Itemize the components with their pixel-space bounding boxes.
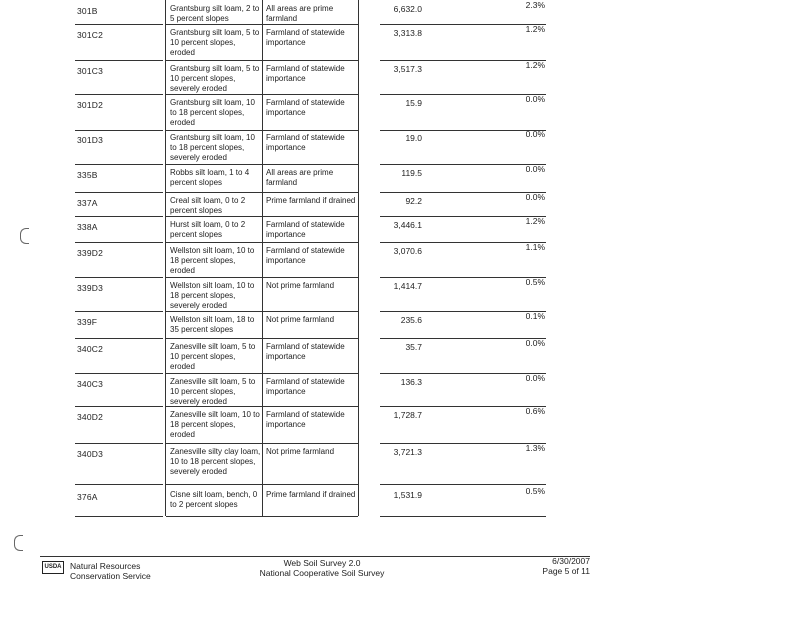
row-rule xyxy=(262,516,358,517)
row-rule xyxy=(380,406,480,407)
acres-in-aoi: 6,632.0 xyxy=(393,4,422,14)
acres-in-aoi: 92.2 xyxy=(405,196,422,206)
row-rule xyxy=(262,24,358,25)
row-rule xyxy=(166,164,262,165)
row-rule xyxy=(380,338,480,339)
map-unit-name: Grantsburg silt loam, 10 to 18 percent slopes, eroded xyxy=(170,98,255,127)
row-rule xyxy=(262,216,358,217)
usda-logo: USDA xyxy=(42,561,64,574)
map-unit-symbol: 301D3 xyxy=(77,135,104,145)
map-unit-symbol: 301D2 xyxy=(77,100,104,110)
map-unit-name: Robbs silt loam, 1 to 4 percent slopes xyxy=(170,168,250,187)
map-unit-name: Zanesville silty clay loam, 10 to 18 percent slopes, severely eroded xyxy=(170,447,261,476)
row-rule xyxy=(380,24,480,25)
table-column-rule xyxy=(358,0,359,516)
percent-of-aoi: 0.0% xyxy=(525,338,545,348)
acres-in-aoi: 1,728.7 xyxy=(393,410,422,420)
row-rule xyxy=(262,373,358,374)
row-rule xyxy=(166,443,262,444)
row-rule xyxy=(166,484,262,485)
percent-of-aoi: 0.0% xyxy=(525,164,545,174)
row-rule xyxy=(380,130,480,131)
map-unit-symbol: 301C3 xyxy=(77,66,104,76)
row-rule xyxy=(262,242,358,243)
row-rule xyxy=(75,60,163,61)
table-column-rule xyxy=(262,0,263,516)
map-unit-symbol: 335B xyxy=(77,170,98,180)
farmland-rating: Farmland of statewide importance xyxy=(266,28,345,47)
farmland-rating: All areas are prime farmland xyxy=(266,4,334,23)
acres-in-aoi: 3,313.8 xyxy=(393,28,422,38)
survey-title: Web Soil Survey 2.0 xyxy=(283,558,361,568)
map-unit-symbol: 339D3 xyxy=(77,283,104,293)
row-rule xyxy=(262,277,358,278)
acres-in-aoi: 3,446.1 xyxy=(393,220,422,230)
map-unit-symbol: 339F xyxy=(77,317,98,327)
row-rule xyxy=(380,60,480,61)
row-rule xyxy=(75,406,163,407)
row-rule xyxy=(262,406,358,407)
row-rule xyxy=(166,311,262,312)
row-rule xyxy=(380,311,480,312)
row-rule xyxy=(380,164,480,165)
percent-of-aoi: 2.3% xyxy=(525,0,545,10)
farmland-rating: Farmland of statewide importance xyxy=(266,377,345,396)
map-unit-symbol: 337A xyxy=(77,198,98,208)
acres-in-aoi: 136.3 xyxy=(400,377,422,387)
map-unit-name: Grantsburg silt loam, 5 to 10 percent slopes, eroded xyxy=(170,28,260,57)
row-rule xyxy=(166,216,262,217)
map-unit-symbol: 376A xyxy=(77,492,98,502)
map-unit-name: Cisne silt loam, bench, 0 to 2 percent slopes xyxy=(170,490,258,509)
farmland-rating: Farmland of statewide importance xyxy=(266,64,345,83)
map-unit-symbol: 340C3 xyxy=(77,379,104,389)
row-rule xyxy=(75,192,163,193)
row-rule xyxy=(166,406,262,407)
row-rule xyxy=(262,192,358,193)
table-column-rule xyxy=(165,0,166,516)
scan-hole-mark xyxy=(20,228,29,244)
row-rule xyxy=(380,516,480,517)
acres-in-aoi: 19.0 xyxy=(405,133,422,143)
percent-of-aoi: 1.3% xyxy=(525,443,545,453)
page-number: Page 5 of 11 xyxy=(542,566,590,576)
farmland-rating: Not prime farmland xyxy=(266,315,335,324)
row-rule xyxy=(380,242,480,243)
farmland-rating: Farmland of statewide importance xyxy=(266,246,345,265)
row-rule xyxy=(166,277,262,278)
row-rule xyxy=(75,164,163,165)
row-rule xyxy=(166,192,262,193)
map-unit-name: Hurst silt loam, 0 to 2 percent slopes xyxy=(170,220,246,239)
row-rule xyxy=(166,373,262,374)
row-rule xyxy=(166,60,262,61)
farmland-rating: Farmland of statewide importance xyxy=(266,220,345,239)
row-rule xyxy=(262,60,358,61)
row-rule xyxy=(380,373,480,374)
row-rule xyxy=(75,94,163,95)
percent-of-aoi: 1.2% xyxy=(525,24,545,34)
farmland-rating: Not prime farmland xyxy=(266,281,335,290)
row-rule xyxy=(75,338,163,339)
percent-of-aoi: 0.5% xyxy=(525,486,545,496)
print-date: 6/30/2007 xyxy=(552,556,590,566)
row-rule xyxy=(75,277,163,278)
row-rule xyxy=(75,130,163,131)
row-rule xyxy=(75,242,163,243)
map-unit-name: Creal silt loam, 0 to 2 percent slopes xyxy=(170,196,246,215)
row-rule xyxy=(166,338,262,339)
farmland-rating: Farmland of statewide importance xyxy=(266,133,345,152)
acres-in-aoi: 35.7 xyxy=(405,342,422,352)
row-rule xyxy=(75,216,163,217)
percent-of-aoi: 0.6% xyxy=(525,406,545,416)
farmland-rating: Not prime farmland xyxy=(266,447,335,456)
map-unit-symbol: 339D2 xyxy=(77,248,104,258)
farmland-rating: Prime farmland if drained xyxy=(266,490,356,499)
row-rule xyxy=(166,242,262,243)
acres-in-aoi: 235.6 xyxy=(400,315,422,325)
row-rule xyxy=(380,216,480,217)
map-unit-symbol: 301C2 xyxy=(77,30,104,40)
agency-name-line2: Conservation Service xyxy=(70,571,151,581)
row-rule xyxy=(262,130,358,131)
map-unit-name: Zanesville silt loam, 5 to 10 percent slopes, severely eroded xyxy=(170,377,256,406)
row-rule xyxy=(75,516,163,517)
map-unit-name: Grantsburg silt loam, 2 to 5 percent slopes xyxy=(170,4,260,23)
farmland-rating: Farmland of statewide importance xyxy=(266,98,345,117)
map-unit-name: Zanesville silt loam, 10 to 18 percent slopes, eroded xyxy=(170,410,260,439)
farmland-rating: Prime farmland if drained xyxy=(266,196,356,205)
map-unit-name: Wellston silt loam, 18 to 35 percent slopes xyxy=(170,315,255,334)
acres-in-aoi: 3,517.3 xyxy=(393,64,422,74)
row-rule xyxy=(380,192,480,193)
footer-rule xyxy=(40,556,590,557)
row-rule xyxy=(75,24,163,25)
row-rule xyxy=(166,94,262,95)
percent-of-aoi: 1.2% xyxy=(525,60,545,70)
row-rule xyxy=(166,130,262,131)
row-rule xyxy=(262,338,358,339)
acres-in-aoi: 3,721.3 xyxy=(393,447,422,457)
map-unit-symbol: 338A xyxy=(77,222,98,232)
map-unit-symbol: 340D2 xyxy=(77,412,104,422)
row-rule xyxy=(166,516,262,517)
row-rule xyxy=(262,94,358,95)
farmland-rating: All areas are prime farmland xyxy=(266,168,334,187)
row-rule xyxy=(262,311,358,312)
percent-of-aoi: 0.0% xyxy=(525,192,545,202)
row-rule xyxy=(468,516,546,517)
row-rule xyxy=(262,484,358,485)
row-rule xyxy=(166,24,262,25)
map-unit-symbol: 340C2 xyxy=(77,344,104,354)
percent-of-aoi: 0.0% xyxy=(525,129,545,139)
row-rule xyxy=(262,443,358,444)
row-rule xyxy=(468,484,546,485)
agency-name-line1: Natural Resources xyxy=(70,561,141,571)
survey-subtitle: National Cooperative Soil Survey xyxy=(259,568,385,578)
percent-of-aoi: 1.2% xyxy=(525,216,545,226)
acres-in-aoi: 1,414.7 xyxy=(393,281,422,291)
row-rule xyxy=(75,311,163,312)
row-rule xyxy=(380,484,480,485)
acres-in-aoi: 119.5 xyxy=(401,168,422,178)
map-unit-symbol: 301B xyxy=(77,6,98,16)
row-rule xyxy=(75,373,163,374)
map-unit-name: Wellston silt loam, 10 to 18 percent slopes, eroded xyxy=(170,246,255,275)
row-rule xyxy=(75,484,163,485)
acres-in-aoi: 1,531.9 xyxy=(393,490,422,500)
acres-in-aoi: 3,070.6 xyxy=(393,246,422,256)
percent-of-aoi: 0.1% xyxy=(525,311,545,321)
farmland-rating: Farmland of statewide importance xyxy=(266,410,345,429)
row-rule xyxy=(262,164,358,165)
percent-of-aoi: 1.1% xyxy=(525,242,545,252)
percent-of-aoi: 0.5% xyxy=(525,277,545,287)
scan-hole-mark xyxy=(14,535,23,551)
map-unit-name: Grantsburg silt loam, 5 to 10 percent slopes, severely eroded xyxy=(170,64,260,93)
row-rule xyxy=(380,277,480,278)
map-unit-symbol: 340D3 xyxy=(77,449,104,459)
row-rule xyxy=(380,443,480,444)
map-unit-name: Zanesville silt loam, 5 to 10 percent slopes, eroded xyxy=(170,342,256,371)
percent-of-aoi: 0.0% xyxy=(525,94,545,104)
row-rule xyxy=(75,443,163,444)
map-unit-name: Grantsburg silt loam, 10 to 18 percent slopes, severely eroded xyxy=(170,133,255,162)
acres-in-aoi: 15.9 xyxy=(405,98,422,108)
percent-of-aoi: 0.0% xyxy=(525,373,545,383)
map-unit-name: Wellston silt loam, 10 to 18 percent slopes, severely eroded xyxy=(170,281,255,310)
farmland-rating: Farmland of statewide importance xyxy=(266,342,345,361)
row-rule xyxy=(380,94,480,95)
